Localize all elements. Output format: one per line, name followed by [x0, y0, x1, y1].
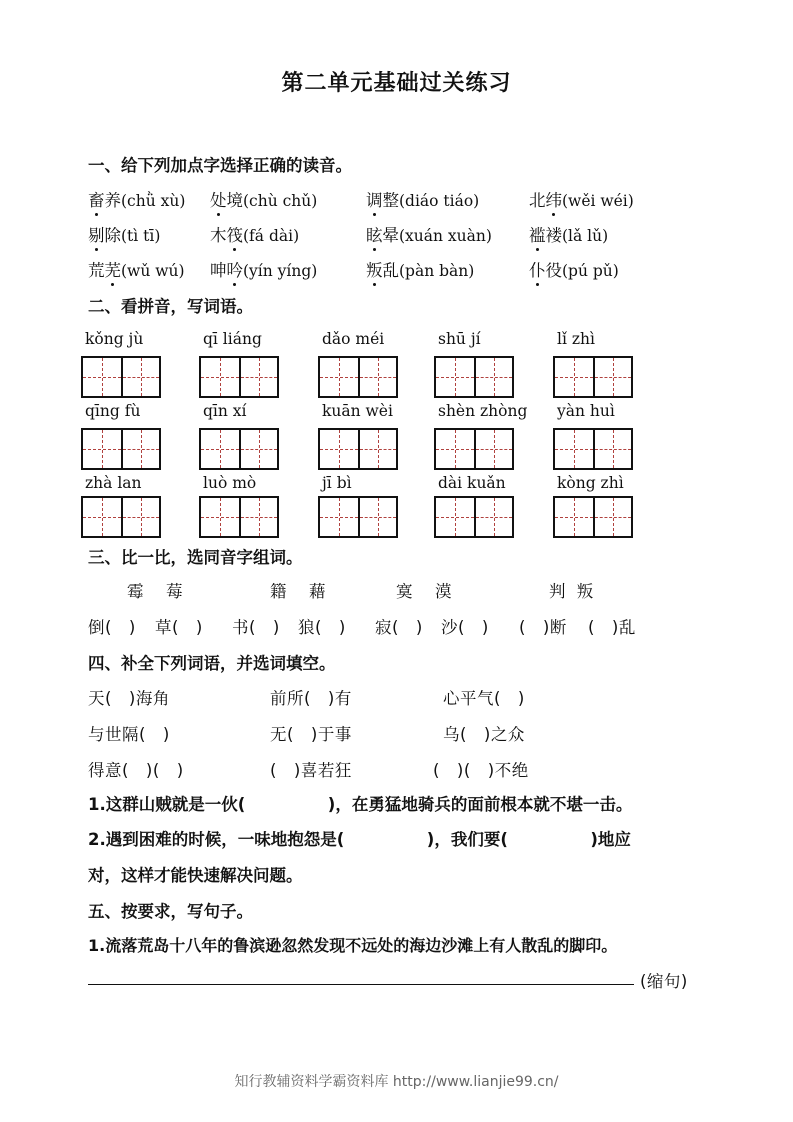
pinyin-label: kǒng jù	[85, 330, 144, 348]
idiom-blank: ( )喜若狂	[270, 761, 352, 780]
writing-cell[interactable]	[239, 498, 277, 536]
reading-item	[366, 187, 479, 211]
fill-blank: 书( )	[232, 618, 280, 637]
idiom-blank: 乌( )之众	[443, 725, 525, 744]
pinyin-label: zhà lan	[85, 474, 142, 492]
word-char: 荒	[88, 261, 105, 280]
word-char: 晕	[382, 226, 399, 245]
writing-cell[interactable]	[201, 430, 239, 468]
writing-cell[interactable]	[320, 358, 358, 396]
question-2: 2.遇到困难的时候，一味地抱怨是( )，我们要( )地应	[88, 830, 631, 849]
dotted-char: 调	[366, 187, 383, 211]
writing-cell[interactable]	[320, 430, 358, 468]
writing-grid	[553, 428, 633, 470]
dotted-char: 吟	[227, 257, 244, 281]
reading-item	[529, 187, 634, 211]
writing-cell[interactable]	[83, 498, 121, 536]
writing-grid	[318, 428, 398, 470]
pinyin-options: (xuán xuàn)	[399, 227, 492, 245]
question-1: 1.这群山贼就是一伙( )，在勇猛地骑兵的面前根本就不堪一击。	[88, 795, 633, 814]
writing-cell[interactable]	[83, 358, 121, 396]
reading-item	[366, 257, 474, 281]
word-char: 境	[226, 191, 243, 210]
pinyin-options: (chù chǔ)	[243, 192, 318, 210]
writing-cell[interactable]	[121, 358, 159, 396]
dotted-char: 芜	[105, 257, 122, 281]
section4-heading: 四、补全下列词语，并选词填空。	[88, 654, 336, 673]
pinyin-options: (chǜ xù)	[121, 192, 186, 210]
writing-cell[interactable]	[201, 498, 239, 536]
dotted-char: 褴	[529, 222, 546, 246]
dotted-char: 纬	[546, 187, 563, 211]
writing-grid	[318, 356, 398, 398]
section3-heading: 三、比一比，选同音字组词。	[88, 548, 303, 567]
reading-item	[529, 257, 619, 281]
writing-cell[interactable]	[474, 498, 512, 536]
dotted-char: 处	[210, 187, 227, 211]
pinyin-label: jī bì	[322, 474, 352, 492]
pinyin-label: luò mò	[203, 474, 257, 492]
writing-cell[interactable]	[121, 498, 159, 536]
pinyin-options: (wǔ wú)	[121, 262, 185, 280]
word-char: 乱	[382, 261, 399, 280]
pinyin-options: (pàn bàn)	[399, 262, 475, 280]
pinyin-label: shèn zhòng	[438, 402, 528, 420]
section5-heading: 五、按要求，写句子。	[88, 902, 253, 921]
pinyin-options: (diáo tiáo)	[399, 192, 480, 210]
writing-cell[interactable]	[358, 430, 396, 468]
idiom-blank: 得意( )( )	[88, 761, 184, 780]
pinyin-label: qī liáng	[203, 330, 262, 348]
fill-blank: 狼( )	[298, 618, 346, 637]
word-char: 木	[210, 226, 227, 245]
writing-cell[interactable]	[239, 430, 277, 468]
dotted-char: 畜	[88, 187, 105, 211]
pinyin-options: (pú pǔ)	[562, 262, 619, 280]
writing-cell[interactable]	[436, 430, 474, 468]
fill-blank: 沙( )	[441, 618, 489, 637]
char-pair: 籍 藉	[270, 582, 329, 601]
word-char: 呻	[210, 261, 227, 280]
writing-grid	[199, 496, 279, 538]
reading-item	[210, 187, 317, 211]
idiom-blank: ( )( )不绝	[433, 761, 529, 780]
writing-cell[interactable]	[121, 430, 159, 468]
writing-grid	[81, 496, 161, 538]
reading-item	[88, 222, 160, 246]
dotted-char: 筏	[227, 222, 244, 246]
writing-grid	[553, 356, 633, 398]
sentence-question: 1.流落荒岛十八年的鲁滨逊忽然发现不远处的海边沙滩上有人散乱的脚印。	[88, 936, 618, 955]
pinyin-label: qīn xí	[203, 402, 247, 420]
pinyin-options: (yín yíng)	[243, 262, 318, 280]
char-pair: 寞 漠	[396, 582, 455, 601]
dotted-char: 仆	[529, 257, 546, 281]
dotted-char: 剔	[88, 222, 105, 246]
word-char: 除	[104, 226, 121, 245]
writing-grid	[199, 428, 279, 470]
word-char: 整	[382, 191, 399, 210]
fill-blank: 草( )	[155, 618, 203, 637]
writing-grid	[199, 356, 279, 398]
writing-grid	[318, 496, 398, 538]
word-char: 褛	[545, 226, 562, 245]
pinyin-options: (wěi wéi)	[562, 192, 634, 210]
idiom-blank: 心平气( )	[443, 689, 525, 708]
writing-cell[interactable]	[320, 498, 358, 536]
writing-cell[interactable]	[555, 498, 593, 536]
char-pair: 判 叛	[549, 582, 597, 601]
idiom-blank: 无( )于事	[270, 725, 352, 744]
writing-grid	[434, 496, 514, 538]
question-2-cont: 对，这样才能快速解决问题。	[88, 866, 303, 885]
fill-blank: ( )乱	[588, 618, 636, 637]
reading-item	[88, 187, 185, 211]
writing-cell[interactable]	[593, 430, 631, 468]
section2-heading: 二、看拼音，写词语。	[88, 297, 253, 316]
fill-blank: ( )断	[519, 618, 567, 637]
pinyin-label: yàn huì	[557, 402, 615, 420]
writing-grid	[553, 496, 633, 538]
writing-cell[interactable]	[436, 358, 474, 396]
word-char: 养	[104, 191, 121, 210]
writing-cell[interactable]	[555, 358, 593, 396]
word-char: 北	[529, 191, 546, 210]
writing-cell[interactable]	[358, 358, 396, 396]
word-char: 役	[545, 261, 562, 280]
pinyin-label: dǎo méi	[322, 330, 385, 348]
reading-item	[210, 222, 299, 246]
writing-grid	[434, 356, 514, 398]
writing-cell[interactable]	[83, 430, 121, 468]
pinyin-label: dài kuǎn	[438, 474, 506, 492]
idiom-blank: 天( )海角	[88, 689, 170, 708]
writing-cell[interactable]	[436, 498, 474, 536]
writing-cell[interactable]	[555, 430, 593, 468]
char-pair: 霉 莓	[127, 582, 186, 601]
reading-item	[366, 222, 492, 246]
dotted-char: 叛	[366, 257, 383, 281]
instruction-hint: (缩句)	[640, 972, 688, 991]
section1-heading: 一、给下列加点字选择正确的读音。	[88, 156, 352, 175]
page-title: 第二单元基础过关练习	[281, 71, 512, 96]
idiom-blank: 与世隔( )	[88, 725, 170, 744]
writing-cell[interactable]	[474, 358, 512, 396]
reading-item	[210, 257, 317, 281]
pinyin-label: qīng fù	[85, 402, 141, 420]
idiom-blank: 前所( )有	[270, 689, 352, 708]
answer-line[interactable]	[88, 984, 634, 985]
writing-cell[interactable]	[239, 358, 277, 396]
writing-cell[interactable]	[474, 430, 512, 468]
writing-cell[interactable]	[201, 358, 239, 396]
writing-grid	[81, 356, 161, 398]
pinyin-label: kuān wèi	[322, 402, 393, 420]
fill-blank: 倒( )	[88, 618, 136, 637]
writing-cell[interactable]	[593, 498, 631, 536]
writing-grid	[434, 428, 514, 470]
fill-blank: 寂( )	[375, 618, 423, 637]
pinyin-label: kòng zhì	[557, 474, 624, 492]
reading-item	[88, 257, 185, 281]
footer-watermark: 知行教辅资料学霸资料库 http://www.lianjie99.cn/	[234, 1074, 559, 1090]
pinyin-options: (lǎ lǔ)	[562, 227, 609, 245]
pinyin-label: lǐ zhì	[557, 330, 595, 348]
pinyin-label: shū jí	[438, 330, 481, 348]
writing-cell[interactable]	[358, 498, 396, 536]
pinyin-options: (tì tī)	[121, 227, 161, 245]
writing-grid	[81, 428, 161, 470]
writing-cell[interactable]	[593, 358, 631, 396]
pinyin-options: (fá dài)	[243, 227, 300, 245]
reading-item	[529, 222, 608, 246]
dotted-char: 眩	[366, 222, 383, 246]
